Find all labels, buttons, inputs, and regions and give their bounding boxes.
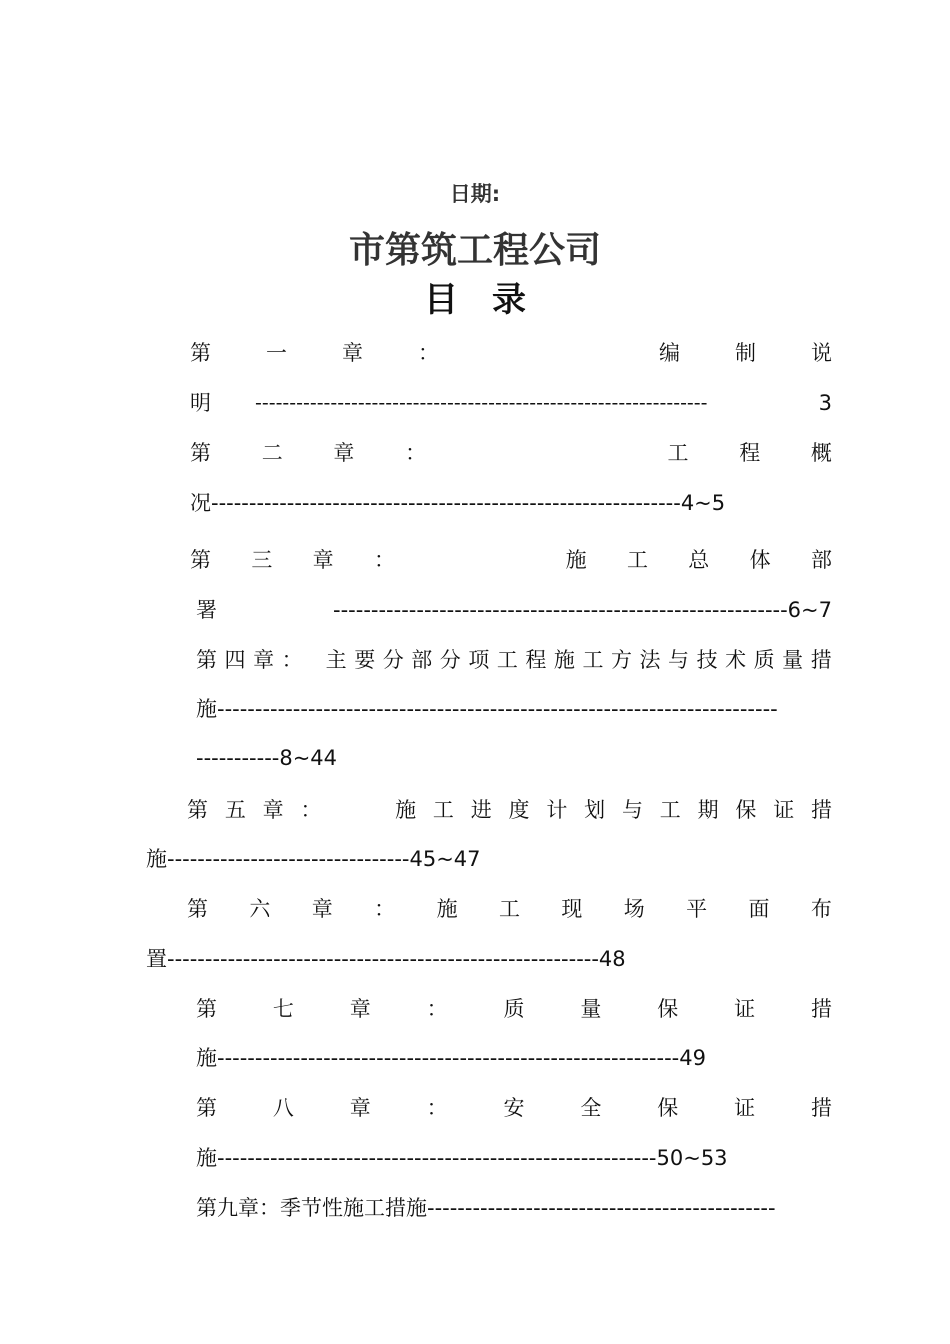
toc-title bbox=[0, 272, 950, 321]
toc-ch9-line1[interactable] bbox=[196, 1193, 832, 1223]
toc-ch1-cont: 明 bbox=[190, 391, 211, 415]
toc-ch8-line1[interactable] bbox=[196, 1093, 832, 1123]
toc-ch1-line2[interactable] bbox=[190, 388, 832, 418]
toc-title-char-1: 目 bbox=[424, 280, 458, 320]
toc-ch8-char: 保 bbox=[657, 1096, 679, 1120]
toc-ch5-char: 计 bbox=[546, 798, 568, 822]
toc-ch5-char: 保 bbox=[735, 798, 757, 822]
toc-ch3-char: 工 bbox=[626, 548, 648, 572]
toc-ch2-char: 二 bbox=[261, 441, 283, 465]
toc-ch6-cont: 置---------------------------------------------------------48 bbox=[146, 947, 626, 971]
toc-ch2-char: 工 bbox=[667, 441, 689, 465]
toc-ch7-char: 证 bbox=[734, 997, 756, 1021]
toc-ch4-cont2: -----------8~44 bbox=[196, 746, 338, 770]
toc-ch6-line1[interactable] bbox=[187, 894, 832, 924]
toc-ch4-char: 工 bbox=[496, 648, 518, 672]
toc-ch5-line2[interactable] bbox=[146, 844, 832, 874]
toc-ch8-char: ： bbox=[426, 1096, 448, 1120]
toc-ch4-char: 主 bbox=[325, 648, 347, 672]
toc-ch5-char: 工 bbox=[432, 798, 454, 822]
date-label: 日期: bbox=[449, 182, 501, 206]
toc-ch4-char: 程 bbox=[525, 648, 547, 672]
toc-ch8-char: 证 bbox=[734, 1096, 756, 1120]
toc-ch5-char: 施 bbox=[395, 798, 417, 822]
toc-ch4-cont: 施-------------------------------------------------------------------------- bbox=[196, 697, 778, 721]
toc-ch1-char: 说 bbox=[811, 341, 832, 365]
toc-ch8-char: 措 bbox=[811, 1096, 832, 1120]
toc-ch5-char: 五 bbox=[224, 798, 246, 822]
toc-ch6-char: 工 bbox=[498, 897, 520, 921]
toc-ch8-char: 全 bbox=[580, 1096, 602, 1120]
toc-ch3-char: 章 bbox=[312, 548, 334, 572]
toc-ch1-page: 3 bbox=[818, 391, 832, 415]
company-name: 市第筑工程公司 bbox=[348, 230, 601, 271]
toc-ch5-char: 度 bbox=[508, 798, 530, 822]
toc-ch7-char: 七 bbox=[272, 997, 294, 1021]
toc-ch5-char: 章 bbox=[262, 798, 284, 822]
toc-ch7-char: 章 bbox=[349, 997, 371, 1021]
toc-ch5-char: 证 bbox=[773, 798, 795, 822]
toc-ch6-char: 六 bbox=[249, 897, 271, 921]
toc-ch3-char: 三 bbox=[251, 548, 273, 572]
toc-ch3-char: 施 bbox=[565, 548, 587, 572]
toc-ch4-char: 部 bbox=[411, 648, 433, 672]
toc-ch3-char: 体 bbox=[749, 548, 771, 572]
toc-ch6-char: 面 bbox=[748, 897, 770, 921]
toc-ch3-char: ： bbox=[373, 548, 395, 572]
toc-ch4-line1[interactable] bbox=[196, 645, 832, 675]
toc-ch7-line2[interactable] bbox=[196, 1043, 832, 1073]
toc-ch4-char: 项 bbox=[468, 648, 490, 672]
toc-ch8-char: 八 bbox=[272, 1096, 294, 1120]
toc-ch2-char: ： bbox=[405, 441, 427, 465]
toc-ch3-line2[interactable] bbox=[196, 595, 832, 625]
toc-ch2-char: 程 bbox=[739, 441, 761, 465]
toc-ch5-char: ： bbox=[300, 798, 322, 822]
toc-ch5-char: 期 bbox=[697, 798, 719, 822]
toc-ch5-char: 工 bbox=[659, 798, 681, 822]
toc-ch1-dashes: ------------------------------------------------------------------ bbox=[255, 392, 708, 414]
toc-ch4-char: 术 bbox=[725, 648, 747, 672]
toc-ch4-char: ： bbox=[281, 648, 303, 672]
toc-ch9-line: 第九章：季节性施工措施---------------------------------------------- bbox=[196, 1196, 776, 1220]
toc-ch7-char: 第 bbox=[196, 997, 217, 1021]
toc-ch5-char: 进 bbox=[470, 798, 492, 822]
toc-ch4-char: 与 bbox=[668, 648, 690, 672]
toc-ch1-line1[interactable] bbox=[190, 338, 832, 368]
toc-ch4-char: 要 bbox=[354, 648, 376, 672]
toc-ch1-char: 章 bbox=[342, 341, 363, 365]
toc-ch4-char: 第 bbox=[196, 648, 217, 672]
toc-ch4-char: 工 bbox=[582, 648, 604, 672]
toc-ch6-char: 第 bbox=[187, 897, 208, 921]
toc-ch4-char: 四 bbox=[224, 648, 246, 672]
toc-ch1-char: ： bbox=[418, 341, 439, 365]
toc-ch4-char: 措 bbox=[810, 648, 832, 672]
toc-ch4-char: 量 bbox=[782, 648, 804, 672]
toc-ch6-char: 场 bbox=[623, 897, 645, 921]
toc-ch5-char: 划 bbox=[584, 798, 606, 822]
toc-ch3-dashes: ------------------------------------------------------------6~7 bbox=[333, 598, 832, 622]
toc-ch5-char: 第 bbox=[187, 798, 208, 822]
toc-ch7-char: 质 bbox=[503, 997, 525, 1021]
toc-ch8-char: 章 bbox=[349, 1096, 371, 1120]
toc-ch2-line1[interactable] bbox=[190, 438, 832, 468]
toc-ch4-char: 质 bbox=[753, 648, 775, 672]
toc-ch7-cont: 施-------------------------------------------------------------49 bbox=[196, 1046, 706, 1070]
toc-ch3-cont: 署 bbox=[196, 598, 217, 622]
toc-ch8-cont: 施----------------------------------------------------------50~53 bbox=[196, 1146, 728, 1170]
toc-ch1-char: 编 bbox=[659, 341, 680, 365]
toc-ch4-line2[interactable] bbox=[196, 694, 832, 724]
toc-ch6-line2[interactable] bbox=[146, 944, 832, 974]
toc-ch1-char: 一 bbox=[266, 341, 287, 365]
toc-ch4-char: 方 bbox=[610, 648, 632, 672]
toc-ch5-char: 与 bbox=[621, 798, 643, 822]
toc-ch6-char: 布 bbox=[810, 897, 832, 921]
toc-ch7-char: 措 bbox=[811, 997, 832, 1021]
toc-ch7-char: ： bbox=[426, 997, 448, 1021]
toc-ch5-char: 措 bbox=[811, 798, 832, 822]
toc-ch3-line1[interactable] bbox=[190, 545, 832, 575]
toc-ch3-char: 总 bbox=[688, 548, 710, 572]
toc-ch6-char: 平 bbox=[686, 897, 708, 921]
toc-ch2-cont: 况--------------------------------------------------------------4~5 bbox=[190, 491, 726, 515]
toc-ch4-char: 分 bbox=[382, 648, 404, 672]
toc-ch2-char: 章 bbox=[333, 441, 355, 465]
toc-ch4-char: 施 bbox=[553, 648, 575, 672]
toc-title-char-2: 录 bbox=[492, 280, 526, 320]
toc-ch4-char: 法 bbox=[639, 648, 661, 672]
toc-ch6-char: ： bbox=[374, 897, 396, 921]
toc-ch7-char: 量 bbox=[580, 997, 602, 1021]
toc-ch4-line3[interactable] bbox=[196, 743, 832, 773]
toc-ch6-char: 现 bbox=[561, 897, 583, 921]
toc-ch8-char: 第 bbox=[196, 1096, 217, 1120]
toc-ch5-line1[interactable] bbox=[187, 795, 832, 825]
toc-ch3-char: 第 bbox=[190, 548, 211, 572]
toc-ch4-char: 分 bbox=[439, 648, 461, 672]
toc-ch8-char: 安 bbox=[503, 1096, 525, 1120]
toc-ch2-line2[interactable] bbox=[190, 488, 832, 518]
toc-ch3-char: 部 bbox=[810, 548, 832, 572]
toc-ch1-char: 第 bbox=[190, 341, 211, 365]
toc-ch5-cont: 施--------------------------------45~47 bbox=[146, 847, 481, 871]
toc-ch7-line1[interactable] bbox=[196, 994, 832, 1024]
toc-ch6-char: 章 bbox=[311, 897, 333, 921]
toc-ch6-char: 施 bbox=[436, 897, 458, 921]
toc-ch2-char: 概 bbox=[810, 441, 832, 465]
toc-ch4-char: 章 bbox=[253, 648, 275, 672]
toc-ch8-line2[interactable] bbox=[196, 1143, 832, 1173]
toc-ch4-char: 技 bbox=[696, 648, 718, 672]
toc-ch7-char: 保 bbox=[657, 997, 679, 1021]
toc-ch2-char: 第 bbox=[190, 441, 211, 465]
toc-ch1-char: 制 bbox=[735, 341, 756, 365]
